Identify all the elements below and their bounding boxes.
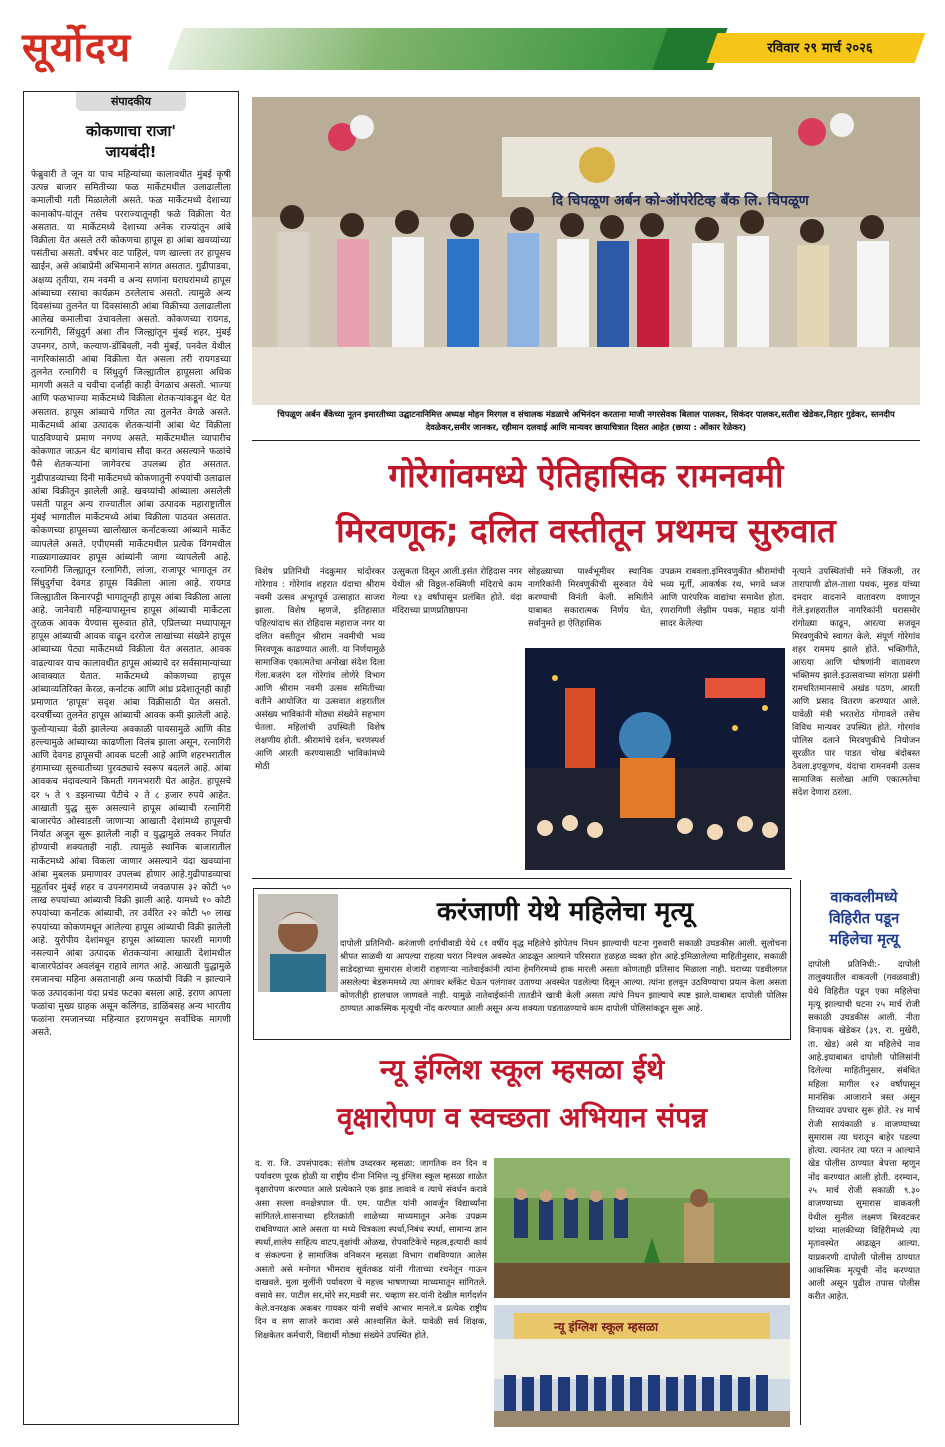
school-headline-line2: वृक्षारोपण व स्वच्छता अभियान संपन्न [336,1101,708,1134]
school-group-illustration [494,1305,790,1427]
woman-portrait-photo[interactable] [258,894,338,992]
portrait-illustration [258,894,338,992]
editorial-body: फेब्रुवारी ते जून या पाच महिन्यांच्या कालावधीत मुंबई कृषी उत्पन्न बाजार समितीच्या फळ मार्केटमधील उलाढालीला कमालीची गती मिळालेली असते. फळ मार्केटमध्ये देशाच्या कानाकोप-यांतून तसेच परराज्यातूनही फळे विक्रीला येत असतात. या मार्केटमध्ये देशाच्या अनेक राज्यांतून आंबे विक्रीला येत असले तरी कोकणचा हापूस हा आंबा खवय्यांच्या पसंतीचा असतो. वर्षभर वाट पाहिलं, पण खाल्ला तर हापूसच खाईन, असे आंबाप्रेमी अभिमानाने सांगत असतात. गुढीपाडवा, अक्षय्य तृतीया, राम नवमी व अन्य सणांना घराघरांमध्ये हापूस आंब्याच्या रसाचा कार्यक्रम ठरलेलाच असतो. त्यामुळे अन्य दिवसांच्या तुलनेत या दिवसांसाठी आंबा विक्रीच्या उलाढालीला आलेख कमालीचा उंचावलेला असतो. कोकणच्या रायगड, रत्नागिरी, सिंधुदुर्ग अशा तीन जिल्ह्यांतून मुंबई शहर, मुंबई उपनगर, ठाणे, कल्याण-डोंबिवली, नवी मुंबई, पनवेल येथील नागरिकांसाठी आंबा विक्रीला येत असला तरी रायगडच्या तुलनेत रत्नागिरी व सिंधुदुर्ग जिल्ह्यातील हापूसला अधिक मागणी असते व चवीचा दर्जाही काही वेगळाच असतो. भाज्या आणि फळभाज्या मार्केटमध्ये विक्रीला शेतकऱ्यांकडून थेट येत असतात. हापूस आंब्याचे गणित त्या तुलनेत वेगळे असते. मार्केटमध्ये आंबा उत्पादक शेतकऱ्यांनी आंबा थेट विक्रीला पाठविण्याचे प्रमाण नगण्य असते. मार्केटमधील व्यापारीच कोकणात जाऊन थेट बागांवाच सौदा करत असल्याने फळांचे पैसे शेतकऱ्यांना जागेवरच उपलब्ध होत असतात. गुढीपाडव्याच्या दिनी मार्केटमध्ये कोकणातुनी रुपयांची उलाढाल आंबा विक्रीतून झालेली आहे. खवय्यांची आंब्याला असलेली पसंती पाहून अन्य राज्यातील आंबा उत्पादक महाराष्ट्रातील मुंबई भागातील मार्केटमध्ये आंबा विक्रीला पाठवत असतात. कोकणच्या हापूसच्या खालोखाल कर्नाटकच्या आंब्याने मार्केट व्यापलेले असते. एपीएमसी मार्केटमधील प्रत्येक विंगमधील गाळ्यागाळ्यावर हापूस आंब्यांनी जागा व्यापलेली आहे. रत्नागिरी जिल्ह्यातून रत्नागिरी, लांजा, राजापूर भागातून तर सिंधुदुर्गचा देवगड हापूस विक्रीला आला आहे. रायगड जिल्ह्यातील किनारपट्टी भागातूनही हापूस आंबा विक्रीला आला आहे. जानेवारी महिन्यापासूनच हापूस आंब्याची मार्केटला तुरळक आवक येण्यास सुरुवात होते, एप्रिलच्या मध्यापासून हापूस आंब्याची आवक वाढून दररोज लाखांच्या संख्येने हापूस आंब्याच्या पेट्या मार्केटमध्ये विक्रीला येत असतात. आवक वाढल्यावर याच कालावधीत हापूस आंब्याचे दर सर्वसामान्यांच्या आवाक्यात येतात. मार्केटमध्ये कोकणच्या हापूस आंब्याव्यतिरिक्त केरळ, कर्नाटक आणि आंध्र प्रदेशातूनही काही प्रमाणात 'हापूस' सदृश आंबा विक्रीसाठी येत असतो. दरवर्षीच्या तुलनेत हापूस आंब्याची आवक कमी झालेली आहे. फुलोऱ्याच्या वेळी झालेल्या अवकाळी पावसामुळे आणि कीड हल्ल्यामुळे आंब्याच्या काढणीला विलंब झाला असून, रत्नागिरी आणि देवगड हापूसची आवक घटली आहे आणि शहरभरातील हंगामाच्या सुरुवातीच्या पुरवठ्याचे स्वरूप बदलले आहे. आंबा आवकच मंदावल्याने किमती गगनभरारी घेत आहेत. हापूसचे दर ५ ते ९ डझनाच्या पेटीचे २ ते ८ हजार रुपये आहेत. आखाती युद्ध सुरू असल्याने हापूस आंब्याची रत्नागिरी बाजारपेठ ओस्वाडली जाणाऱ्या आखाती देशांमध्ये हापूसची निर्यात अजून सुरू झालेली नाही व युद्धामुळे लवकर निर्यात होण्याची शक्यताही नाही. त्यामुळे स्थानिक बाजारातील मार्केटमध्ये आंबा विकला जाणार असल्याने यंदा खवय्यांना आंबा मुबलक प्रमाणावर उपलब्ध होणार आहे.गुढीपाडव्याचा मुहूर्तावर मुंबई शहर व उपनगरामध्ये जवळपास ३२ कोटी ५० लाख रुपयांच्या आंब्याची विक्री झाली आहे. यामध्ये १० कोटी रुपयांच्या कर्नाटक आंब्याची, तर उर्वरित २२ कोटी ५० लाख रुपयांच्या कोकणमधून आलेल्या हापूस आंब्याची विक्री झालेली आहे. युरोपीय देशांमधून हापूस आंब्याला फारशी मागणी नसल्याने आंबा उत्पादक शेतकऱ्यांना आखाती देशांमधील बाजारपेठांवर अवलंबून राहावे लागत आहे. आखाती युद्धामुळे रमजानचा महिना असतानाही अन्य फळांची विक्री न झाल्याने फळ उत्पादकांना यंदा प्रचंड फटका बसला आहे. इराण आपला फळांचा मुख्य ग्राहक असून कलिंगड, डाळिंबसह अन्य भारतीय फळांना रमजानच्या महिन्यात इराणमधून सर्वाधिक मागणी असते. [31,170,231,1039]
masthead-green-stripe [167,28,702,70]
bank-banner-text: दि चिपळूण अर्बन को-ऑपरेटिव्ह बँक लि. चिपळूण [552,193,809,209]
vakvali-news-column [800,880,920,1425]
ramnavami-headline-line1: गोरेगांवमध्ये ऐतिहासिक रामनवमी [388,456,784,495]
school-headline[interactable] [252,1046,792,1142]
ramnavami-col-1: विशेष प्रतिनिधी नंदकुमार चांदोरकर गोरेगाव : गोरेगांव शहरात यंदाचा श्रीराम नवमी उत्सव अभूतपूर्व उत्साहात साजरा झाला. विशेष म्हणजे, इतिहासात पहिल्यांदाच संत रोहिदास महाराज नगर या दलित वस्तीतून श्रीराम नवमीची भव्य मिरवणूक काढण्यात आली. या निर्णयामुळे सामाजिक एकात्मतेचा अनोखा संदेश दिला गेला.बजरंग दल गोरेगांव लोणेरे विभाग आणि श्रीराम नवमी उत्सव समितीच्या वतीने आयोजित या उत्सवात शहरातील असंख्य भाविकांनी मोठ्या संख्येने सहभाग घेतला. महिलांची उपस्थिती विशेष लक्षणीय होती. श्रीरामांचे दर्शन, चरणस्पर्श आणि आरती करण्यासाठी भाविकांमध्ये मोठी [255,567,385,772]
vakvali-body: दापोली प्रतिनिधी:- दापोली तालुक्यातील वाकवली (गवळवाडी) येथे विहिरीत पडून एका महिलेचा मृत्यू झाल्याची घटना २५ मार्च रोजी सकाळी उघडकीस आली. नीता विनायक खेडेकर (३९, रा. मुखेरी, ता. खेड) असे या महिलेचे नाव आहे.इयाबाबत दापोली पोलिसांनी दिलेल्या माहितीनुसार, संबंधित महिला मागील १२ वर्षांपासून मानसिक आजाराने त्रस्त असून तिच्यावर उपचार सुरू होते. २४ मार्च रोजी सायंकाळी ४ वाजण्याच्या सुमारास त्या घरातून बाहेर पडल्या होत्या. त्यानंतर त्या परत न आल्याने खेड पोलीस ठाण्यात बेपत्ता म्हणून नोंद करण्यात आली होती. दरम्यान, २५ मार्च रोजी सकाळी ९.३० वाजण्याच्या सुमारास वाकवली येथील सुनील लक्ष्मण बिरवटकर यांच्या मालकीच्या विहिरीमध्ये त्या मृतावस्थेत आढळून आल्या. याप्रकरणी दापोली पोलीस ठाण्यात आकस्मिक मृत्यूची नोंद करण्यात आली असून पुढील तपास पोलीस करीत आहेत. [808,960,920,1303]
masthead [0,0,945,92]
procession-illustration [525,648,785,870]
issue-date: रविवार २९ मार्च २०२६ [767,41,873,56]
tree-plantation-photo[interactable] [494,1158,790,1298]
editorial-tag: संपादकीय [76,92,186,111]
rule-under-caption [252,440,920,441]
newspaper-logo[interactable]: सूर्योदय [22,24,132,71]
karanjani-body: दापोली प्रतिनिधी- करंजाणी दर्गाचीवाडी येथे ८१ वर्षीय वृद्ध महिलेचे झोपेतच निधन झाल्याची घटना गुरुवारी सकाळी उघडकीस आली. सुलोचना श्रीपत साळवी या आपल्या राहत्या घरात निश्चल अवस्थेत आढळून आल्याने परिसरात हळहळ व्यक्त होत आहे.इमिळालेल्या माहितीनुसार, सकाळी साडेदहाच्या सुमारास शेजारी राहणाऱ्या नातेवाईकांनी त्यांना हेमगिरमध्ये हाक मारली असता कोणताही प्रतिसाद मिळाला नाही. घराच्या पडवीलगत असलेल्या बेडरूममध्ये त्या अंगावर ब्लँकेट घेऊन पलंगावर उताण्या अवस्थेत पडलेल्या दिसून आल्या. त्यांना हलवून उठविण्याचा प्रयत्न केला असता कोणतीही हालचाल जाणवले नाही. यामुळे नातेवाईकांनी तातडीने खात्री केली असता त्यांचे निधन झाल्याचे स्पष्ट झाले.याबाबत दापोली पोलिस ठाण्यात आकस्मिक मृत्यूची नोंद करण्यात आली असून अन्य शक्यता पडताळण्याचे काम दापोली पोलिसांकडून सुरू आहे. [340,939,787,1014]
ramnavami-headline-line2: मिरवणूक; दलित वस्तीतून प्रथमच सुरुवात [336,511,836,550]
editorial-title[interactable] [31,121,231,163]
ramnavami-headline[interactable] [252,448,920,558]
school-sign-text: न्यू इंग्लिश स्कूल म्हसळा [554,1320,659,1334]
editorial-title-line1: कोकणाचा राजा' [86,122,176,140]
bank-photo-caption: चिपळूण अर्बन बँकेच्या नूतन इमारतीच्या उद्घाटनानिमित्त अध्यक्ष मोहन मिरगल व संचालक मंडळाचे अभिनंदन करताना माजी नगरसेवक बिलाल पालकर, सिकंदर पालकर,सतीश खेडेकर,निहार गुडेकर, स्तनदीप देवळेकर,समीर जानकर, रहीमान दलवाई आणि मान्यवर छायाचित्रात दिसत आहेत (छाया : ओंकार रेळेकर) [277,409,895,432]
tree-plantation-illustration [494,1158,790,1298]
bank-felicitation-illustration [252,97,920,405]
ramnavami-col-5: नृत्याने उपस्थितांची मने जिंकली, तर तारापाणी ढोल-ताशा पथक, मुरुड यांच्या दमदार वादनाने वातावरण दणाणून गेले.इशहरातील नागरिकांनी घरासमोर रांगोळ्या काढून, आरत्या सजवून मिरवणुकीचे स्वागत केले. संपूर्ण गोरेगांव शहर राममय झाले होते. भक्तिगीते, आरत्या आणि घोषणांनी वातावरण भक्तिमय झाले.इउत्सवाच्या सांगता प्रसंगी रामचरितमानसाचे अखंड पठण, आरती आणि प्रसाद वितरण करण्यात आले. यावेळी मंत्री भरतशेठ गोगावले तसेच विविध मान्यवर उपस्थित होते. गोरगांव पोलिस दलाने मिरवणुकीचे नियोजन सुरळीत पार पाडत चोख बंदोबस्त ठेवला.इएकूणच, यंदाचा रामनवमी उत्सव सामाजिक सलोखा आणि एकात्मतेचा संदेश देणारा ठरला. [792,567,920,798]
ramnavami-procession-photo[interactable] [525,648,785,870]
school-headline-line1: न्यू इंग्लिश स्कूल म्हसळा ईथे [379,1053,665,1086]
ramnavami-col-4: उपक्रम राबवला.इमिरवणुकीत श्रीरामांची भव्य मूर्ती, आकर्षक रथ, भगवे ध्वज आणि पारंपरिक वाद्यांचा समावेश होता. रणरागिणी लेझीम पथक, महाड यांनी सादर केलेल्या [660,567,785,629]
editorial-title-line2: जायबंदी! [105,143,157,161]
ramnavami-col-3: सोहळ्याच्या पार्श्वभूमीवर स्थानिक नागरिकांनी मिरवणुकीची सुरुवात येथे करण्याची विनंती केली. समितीने याबाबत सकारात्मक निर्णय घेत, सर्वानुमते हा ऐतिहासिक [528,567,653,629]
rule-above-karanjani [252,878,792,879]
school-group-photo[interactable] [494,1305,790,1427]
editorial-column [23,91,239,1425]
vakvali-headline-line1: वाकवलीमध्ये [830,890,898,906]
school-article-body: द. रा. जि. उपसंपादक: संतोष उध्दरकर म्हसळा: जागतिक वन दिन व पर्यावरण पूरक होळी या राष्ट्रीय दीना निमित्त न्यू इंग्लिश स्कूल म्हसळा शाळेत वृक्षारोपण करण्यात आले प्रत्येकाने एक झाड लावावे व त्याचे संवर्धन करावे असा सल्ला वनक्षेत्रपाल पी. एम. पाटील यांनी आवर्जून विद्यार्थ्यांना सांगितले.शासनाच्या हरितक्रांती शाळेच्या माध्यमातून अनेक उपक्रम राबविण्यात आले असता या मध्ये चित्रकला स्पर्धा,निबंध स्पर्धा, सामान्य ज्ञान स्पर्धा,शालेय साहित्य वाटप,वृक्षांची ओळख, रोपवाटिकेचे महत्व,इत्यादी कार्य व संकल्पना हे सामाजिक वनिकरन म्हसळा विभाग राबविण्यात आलेस असतो असे मनोगत भीमराव सूर्वतकड यांनी गीताच्या रचनेतून गाऊन दाखवले. मुला मुलींनी पर्यावरण चे महत्त्व भाषणाच्या माध्यमातून सांगितले. वसावे सर. पाटील सर,मोरे सर,मडवी सर. चव्हाण सर.यांनी देखील मार्गदर्शन केले.वनरक्षक अकबर गायकर यांनी सर्वांचे आभार मानले.व प्रत्येक राष्ट्रीय दिन व सण साजरे करावा असे आश्वासित केले. यावेळी सर्व शिक्षक, शिक्षकेतर कर्मचारी, विद्यार्थी मोठ्या संख्येने उपस्थित होते. [255,1159,487,1341]
ramnavami-col-2: उत्सुकता दिसून आली.इसंत रोहिदास नगर येथील श्री विठ्ठल-रुक्मिणी मंदिराचे काम गेल्या १३ वर्षांपासून प्रलंबित होते. यंदा मंदिराच्या प्राणप्रतिष्ठापना [392,567,522,616]
vakvali-headline-line2: विहिरीत पडून [828,911,900,927]
karanjani-headline[interactable]: करंजाणी येथे महिलेचा मृत्यू [436,897,694,927]
vakvali-headline[interactable] [808,888,920,951]
vakvali-headline-line3: महिलेचा मृत्यू [829,932,899,948]
bank-felicitation-photo[interactable] [252,97,920,405]
